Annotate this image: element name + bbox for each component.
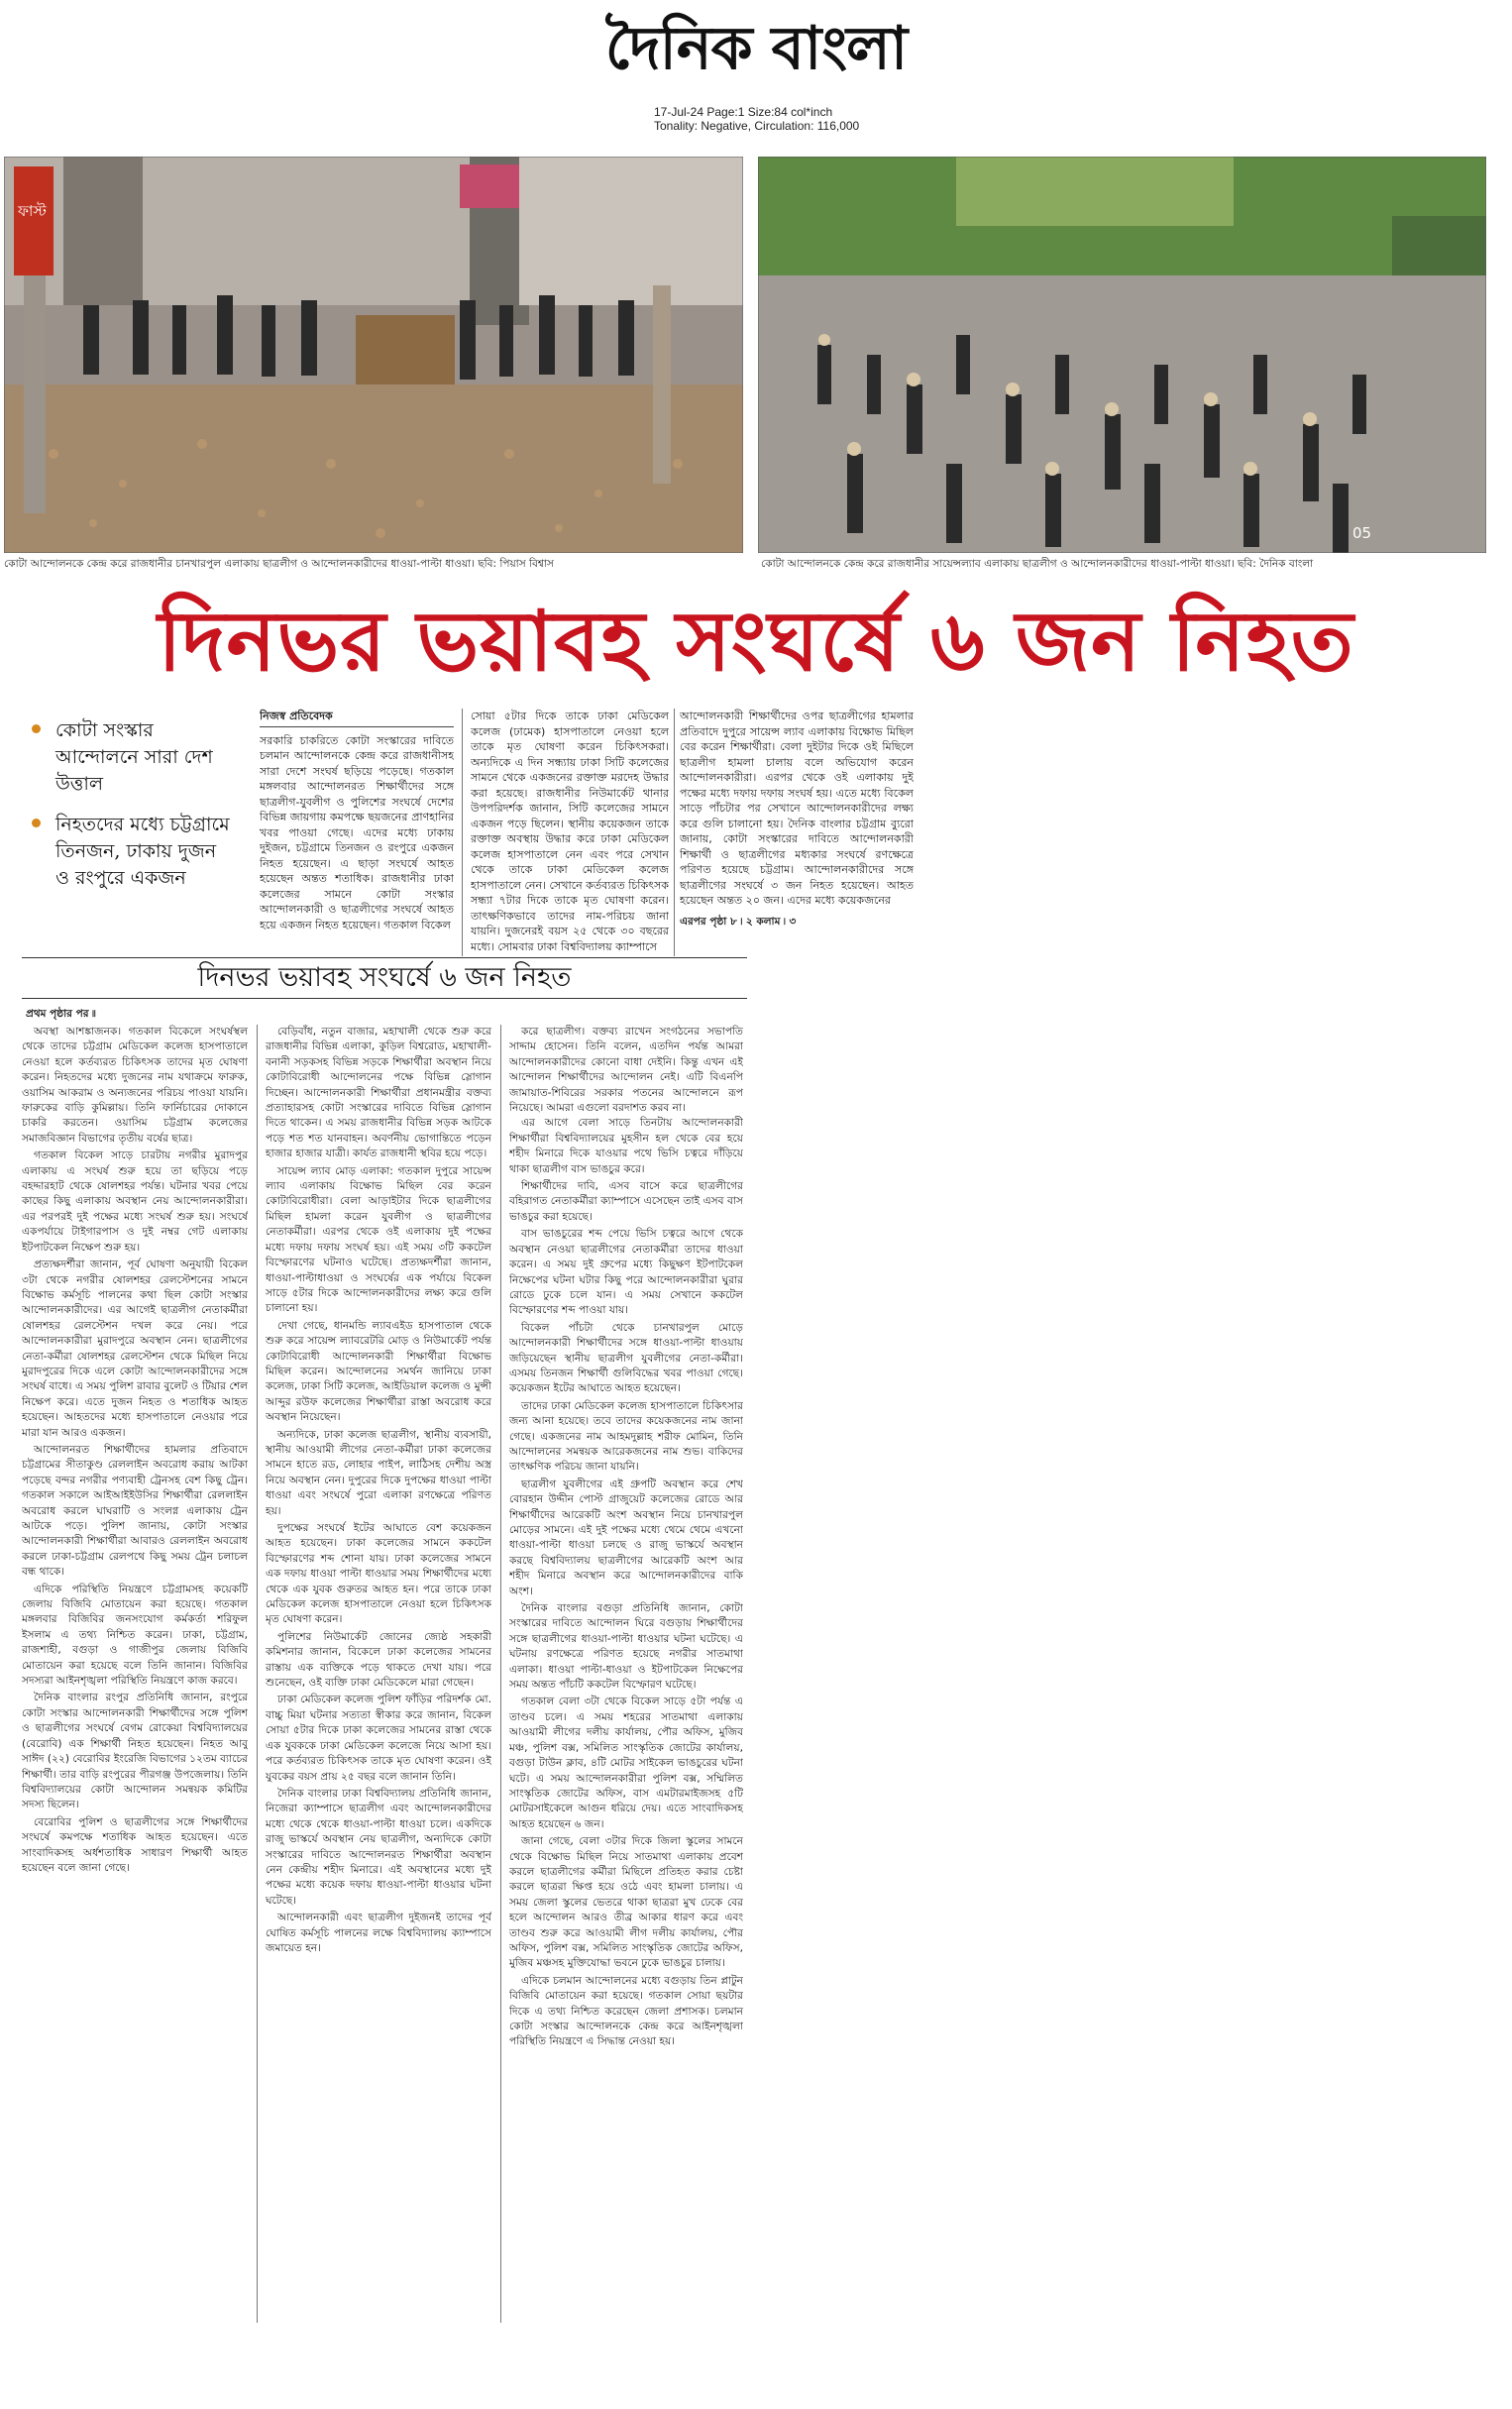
masthead (0, 14, 1512, 83)
bullet-item (30, 717, 233, 798)
paragraph: ঢাকা মেডিকেল কলেজ পুলিশ ফাঁড়ির পরিদর্শক মো. বাচ্চু মিয়া ঘটনার সত্যতা স্বীকার করে জানান, বিকেল সোয়া ৫টার দিকে ঢাকা কলেজের সামনের রাস্তা থেকে এক যুবককে ঢাকা মেডিকেল কলেজে নিয়ে আসা হয়। পরে কর্তব্যরত চিকিৎসক তাকে মৃত ঘোষণা করেন। ওই যুবকের বয়স প্রায় ২৫ বছর বলে জানান তিনি। (266, 1694, 491, 1783)
photo-left-sign-text: ফাস্ট (18, 202, 47, 220)
clipping-meta-line1: 17-Jul-24 Page:1 Size:84 col*inch (654, 105, 833, 119)
paragraph: দেখা গেছে, ধানমন্ডি ল্যাবএইড হাসপাতাল থেকে শুরু করে সায়েন্স ল্যাবরেটরি মোড় ও নিউমার্কেট পর্যন্ত কোটাবিরোধী আন্দোলনকারী শিক্ষার্থীরা বিক্ষোভ মিছিল করেন। আন্দোলনের সমর্থন জানিয়ে ঢাকা কলেজ, ঢাকা সিটি কলেজ, আইডিয়াল কলেজ ও মুন্সী আব্দুর রউফ কলেজের শিক্ষার্থীরা রাস্তা অবরোধ করে অবস্থান নিয়েছেন। (266, 1319, 491, 1424)
lead-column-3-text: আন্দোলনকারী শিক্ষার্থীদের ওপর ছাত্রলীগের হামলার প্রতিবাদে দুপুরে সায়েন্স ল্যাব এলাকায় বিক্ষোভ মিছিল বের করেন শিক্ষার্থীরা। বেলা দুইটার দিকে ওই মিছিলে ছাত্রলীগ হামলা চালায় বলে অভিযোগ করেন আন্দোলনকারীরা। এরপর থেকে ওই এলাকায় দুই পক্ষের মধ্যে দফায় দফায় সংঘর্ষ হয়। এতে মধ্যে বিকেল সাড়ে পাঁচটার পর সেখানে আন্দোলনকারীদের লক্ষ্য করে গুলি চালানো হয়। দৈনিক বাংলার চট্টগ্রাম ব্যুরো জানায়, কোটা সংস্কারের দাবিতে আন্দোলনকারী শিক্ষার্থী ও ছাত্রলীগের মধ্যকার সংঘর্ষে রণক্ষেত্রে পরিণত হয়েছে চট্টগ্রাম। আন্দোলনকারীদের সঙ্গে ছাত্রলীগের সংঘর্ষে ৩ জন নিহত হয়েছেন। আহত হয়েছেন অন্তত ২০ জন। এদের মধ্যে কয়েকজনের (680, 710, 914, 907)
paragraph: করে ছাত্রলীগ। বক্তব্য রাখেন সংগঠনের সভাপতি সাদ্দাম হোসেন। তিনি বলেন, এতদিন পর্যন্ত আমরা আন্দোলনকারীদের কোনো বাধা দেইনি। কিন্তু এখন এই আন্দোলন শিক্ষার্থীদের আন্দোলন নেই। এটি বিএনপি জামায়াত-শিবিরের সরকার পতনের আন্দোলনে রূপ নিয়েছে। আমরা এগুলো বরদাশত করব না। (509, 1026, 743, 1115)
lead-column-2-text: সোয়া ৫টার দিকে তাকে ঢাকা মেডিকেল কলেজ (ঢামেক) হাসপাতালে নেওয়া হলে তাকে মৃত ঘোষণা করেন চিকিৎসকরা। অন্যদিকে এ দিন সন্ধ্যায় ঢাকা সিটি কলেজের সামনে থেকে একজনের রক্তাক্ত মরদেহ উদ্ধার করা হয়েছে। রাজধানীর নিউমার্কেট থানার উপপরিদর্শক জানান, সিটি কলেজের সামনে একজন পড়ে ছিলেন। স্থানীয় কয়েকজন তাকে রক্তাক্ত অবস্থায় উদ্ধার করে ঢাকা মেডিকেল কলেজ হাসপাতালে নেন এবং পরে সেখান থেকে তাকে ঢাকা মেডিকেল কলেজ হাসপাতালে নেন। সেখানে কর্তব্যরত চিকিৎসক সন্ধ্যা ৭টার দিকে তাকে মৃত ঘোষণা করেন। তাৎক্ষণিকভাবে তাদের নাম-পরিচয় জানা যায়নি। দুজনেরই বয়স ২৫ থেকে ৩০ বছরের মধ্যে। সোমবার ঢাকা বিশ্ববিদ্যালয় ক্যাম্পাসে (471, 710, 669, 953)
continuation-column-1 (22, 1025, 248, 2323)
photo-left (4, 157, 743, 553)
paragraph: অবস্থা আশঙ্কাজনক। গতকাল বিকেলে সংঘর্ষস্থল থেকে তাদের চট্টগ্রাম মেডিকেল কলেজ হাসপাতালে নেওয়া হলে কর্তব্যরত চিকিৎসক তাদের মৃত ঘোষণা করেন। নিহতদের মধ্যে দুজনের নাম যথাক্রমে ফারুক, ওয়াসিম আকরাম ও অন্যজনের পরিচয় পাওয়া যায়নি। ফারুকের বাড়ি কুমিল্লায়। তিনি ফার্নিচারের দোকানে চাকরি করতেন। ওয়াসিম চট্টগ্রাম কলেজের সমাজবিজ্ঞান বিভাগের তৃতীয় বর্ষের ছাত্র। (22, 1026, 248, 1145)
bullet-text: কোটা সংস্কার আন্দোলনে সারা দেশ উত্তাল (55, 719, 213, 795)
paragraph: গতকাল বিকেল সাড়ে চারটায় নগরীর মুরাদপুর এলাকায় এ সংঘর্ষ শুরু হয়ে তা ছড়িয়ে পড়ে বহদ্দারহাট থেকে ষোলশহর পর্যন্ত। ঘটনার খবর পেয়ে কাছের কিছু এলাকায় অবস্থান নেয় আন্দোলনকারীরা। এর পরপরই দুই পক্ষের মধ্যে সংঘর্ষ শুরু হয়। সংঘর্ষে একপর্যায়ে টাইগারপাস ও দুই নম্বর গেট এলাকায় ইটপাটকেল নিক্ষেপ শুরু হয়। (22, 1150, 248, 1254)
paragraph: দৈনিক বাংলার রংপুর প্রতিনিধি জানান, রংপুরে কোটা সংস্কার আন্দোলনকারী শিক্ষার্থীদের সঙ্গে পুলিশ ও ছাত্রলীগের সংঘর্ষে বেগম রোকেয়া বিশ্ববিদ্যালয়ের (বেরোবি) এক শিক্ষার্থী নিহত হয়েছেন। নিহত আবু সাঈদ (২২) বেরোবির ইংরেজি বিভাগের ১২তম ব্যাচের শিক্ষার্থী। তার বাড়ি রংপুরের পীরগঞ্জ উপজেলায়। তিনি বিশ্ববিদ্যালয়ের কোটা আন্দোলন সমন্বয়ক কমিটির সদস্য ছিলেন। (22, 1692, 248, 1811)
lead-column-1 (260, 709, 454, 956)
bullet-dot-icon (32, 819, 41, 827)
lead-column-3 (680, 709, 914, 956)
column-rule (462, 709, 463, 956)
photo-right-caption: কোটা আন্দোলনকে কেন্দ্র করে রাজধানীর সায়েন্সল্যাব এলাকায় ছাত্রলীগ ও আন্দোলনকারীদের ধাওয়া-পাল্টা ধাওয়া। ছবি: দৈনিক বাংলা (761, 558, 1314, 570)
paragraph: তাদের ঢাকা মেডিকেল কলেজ হাসপাতালে চিকিৎসার জন্য আনা হয়েছে। তবে তাদের কয়েকজনের নাম জানা গেছে। একজনের নাম আহমদুল্লাহ শরীফ মোমিন, তিনি আন্দোলনের সমন্বয়ক আরেকজনের নাম শুভ। বাকিদের তাৎক্ষণিক পরিচয় জানা যায়নি। (509, 1399, 743, 1474)
newspaper-logo: দৈনিক বাংলা (604, 14, 908, 83)
photo-right-jersey-text: 05 (1352, 524, 1372, 542)
paragraph: এদিকে চলমান আন্দোলনের মধ্যে বগুড়ায় তিন প্লাটুন বিজিবি মোতায়েন করা হয়েছে। গতকাল সোয়া ছয়টার দিকে এ তথ্য নিশ্চিত করেছেন জেলা প্রশাসক। চলমান কোটা সংস্কার আন্দোলনকে কেন্দ্র করে আইনশৃঙ্খলা পরিস্থিতি নিয়ন্ত্রণে এ সিদ্ধান্ত নেওয়া হয়। (509, 1974, 743, 2048)
photo-right (758, 157, 1486, 553)
paragraph: প্রত্যক্ষদর্শীরা জানান, পূর্ব ঘোষণা অনুযায়ী বিকেল ৩টা থেকে নগরীর ষোলশহর রেলস্টেশনের সামনে বিক্ষোভ কর্মসূচি পালনের কথা ছিল কোটা সংস্কার আন্দোলনকারীদের। এর আগেই ছাত্রলীগ নেতাকর্মীরা ষোলশহর রেলস্টেশন দখল করে নেয়। পরে আন্দোলনকারীরা মুরাদপুরে অবস্থান নেন। ছাত্রলীগের নেতা-কর্মীরা ষোলশহর রেলস্টেশন থেকে মিছিল নিয়ে মুরাদপুরের দিকে এলে কোটা আন্দোলনকারীদের সঙ্গে সংঘর্ষ বাধে। এ সময় পুলিশ রাবার বুলেট ও টিয়ার শেল নিক্ষেপ করে। এতে দুজন নিহত ও শতাধিক আহত হয়েছেন। আহতদের মধ্যে হাসপাতালে নেওয়ার পরে মারা যান আরও একজন। (22, 1259, 248, 1439)
column-rule (257, 1025, 258, 2323)
continuation-section (22, 957, 747, 2333)
main-headline: দিনভর ভয়াবহ সংঘর্ষে ৬ জন নিহত (158, 592, 1354, 690)
clipping-meta-line2: Tonality: Negative, Circulation: 116,000 (654, 119, 860, 133)
paragraph: বেড়িবাঁধ, নতুন বাজার, মহাখালী থেকে শুরু করে রাজধানীর বিভিন্ন এলাকা, কুড়িল বিশ্বরোড, মহাখালী-বনানী সড়কসহ বিভিন্ন সড়কে শিক্ষার্থীরা অবস্থান নিয়ে কোটাবিরোধী আন্দোলনের পক্ষে বিভিন্ন স্লোগান দিচ্ছেন। আন্দোলনকারী শিক্ষার্থীরা প্রধানমন্ত্রীর বক্তব্য প্রত্যাহারসহ কোটা সংস্কারের দাবিতে বিভিন্ন স্লোগান দিতে থাকেন। এ সময় রাজধানীর বিভিন্ন সড়ক আটকে পড়ে শত শত যানবাহন। অবর্ণনীয় ভোগান্তিতে পড়েন হাজার হাজার যাত্রী। কার্যত রাজধানী স্থবির হয়ে পড়ে। (266, 1026, 491, 1160)
continued-from-label: প্রথম পৃষ্ঠার পর ৷৷ (26, 1008, 96, 1020)
paragraph: সায়েন্স ল্যাব মোড় এলাকা: গতকাল দুপুরে সায়েন্স ল্যাব এলাকায় বিক্ষোভ মিছিল বের করেন কোটাবিরোধীরা। বেলা আড়াইটার দিকে ছাত্রলীগের মিছিল হামলা করেন যুবলীগ ও ছাত্রলীগের নেতাকর্মীরা। এরপর থেকে ওই এলাকায় দুই পক্ষের মধ্যে দফায় দফায় সংঘর্ষ হয়। এই সময় ৩টি ককটেল বিস্ফোরণের ঘটনাও ঘটেছে। প্রত্যক্ষদর্শীরা জানান, ধাওয়া-পাল্টাধাওয়া ও সংঘর্ষের এক পর্যায়ে বিকেল সাড়ে ৫টার দিকে আন্দোলনকারীদের লক্ষ্য করে গুলি চালানো হয়। (266, 1164, 491, 1315)
jump-line: এরপর পৃষ্ঠা ৮ ৷ ২ কলাম ৷ ৩ (680, 915, 797, 928)
continuation-column-3 (509, 1025, 743, 2323)
paragraph: শিক্ষার্থীদের দাবি, এসব বাসে করে ছাত্রলীগের বহিরাগত নেতাকর্মীরা ক্যাম্পাসে এসেছেন তাই এসব বাস ভাঙচুর করা হয়েছে। (509, 1180, 743, 1223)
lead-column-1-text: সরকারি চাকরিতে কোটা সংস্কারের দাবিতে চলমান আন্দোলনকে কেন্দ্র করে রাজধানীসহ সারা দেশে সংঘর্ষ ছড়িয়ে পড়েছে। গতকাল মঙ্গলবার আন্দোলনরত শিক্ষার্থীদের সঙ্গে ছাত্রলীগ-যুবলীগ ও পুলিশের সংঘর্ষে দেশের বিভিন্ন জায়গায় কমপক্ষে ছয়জনের প্রাণহানির খবর পাওয়া গেছে। এদের মধ্যে ঢাকায় দুইজন, চট্টগ্রামে তিনজন ও রংপুরে একজন নিহত হয়েছেন। এ ছাড়া সংঘর্ষে আহত হয়েছেন অন্তত শতাধিক। রাজধানীর ঢাকা কলেজের সামনে কোটা সংস্কার আন্দোলনকারী ও ছাত্রলীগের সংঘর্ষে আহত হয়ে একজন নিহত হয়েছেন। গতকাল বিকেল (260, 733, 454, 931)
photo-left-caption: কোটা আন্দোলনকে কেন্দ্র করে রাজধানীর চানখারপুল এলাকায় ছাত্রলীগ ও আন্দোলনকারীদের ধাওয়া-পাল্টা ধাওয়া। ছবি: পিয়াস বিশ্বাস (4, 558, 554, 570)
column-rule (674, 709, 675, 956)
paragraph: পুলিশের নিউমার্কেট জোনের জ্যেষ্ঠ সহকারী কমিশনার জানান, বিকেলে ঢাকা কলেজের সামনের রাস্তায় এক ব্যক্তিকে পড়ে থাকতে দেখা যায়। পরে শুনেছেন, ওই ব্যক্তি ঢাকা মেডিকেলে মারা গেছেন। (266, 1630, 491, 1690)
paragraph: এদিকে পরিস্থিতি নিয়ন্ত্রণে চট্টগ্রামসহ কয়েকটি জেলায় বিজিবি মোতায়েন করা হয়েছে। গতকাল মঙ্গলবার বিজিবির জনসংযোগ কর্মকর্তা শরিফুল ইসলাম এ তথ্য নিশ্চিত করেন। ঢাকা, চট্টগ্রাম, রাজশাহী, বগুড়া ও গাজীপুর জেলায় বিজিবি মোতায়েন করা হয়েছে বলে তিনি জানান। বিজিবির সদস্যরা আইনশৃঙ্খলা পরিস্থিতি নিয়ন্ত্রণে কাজ করবে। (22, 1583, 248, 1688)
paragraph: দৈনিক বাংলার ঢাকা বিশ্ববিদ্যালয় প্রতিনিধি জানান, নিজেরা ক্যাম্পাসে ছাত্রলীগ এবং আন্দোলনকারীদের মধ্যে থেকে থেকে ধাওয়া-পাল্টা ধাওয়া চলে। একদিকে রাজু ভাস্কর্যে অবস্থান নেয় ছাত্রলীগ, অন্যদিকে কোটা সংস্কারের দাবিতে আন্দোলনরত শিক্ষার্থীরা অবস্থান নেন কেন্দ্রীয় শহীদ মিনারে। এই অবস্থানের মধ্যে দুই পক্ষের মধ্যে কয়েক দফায় ধাওয়া-পাল্টা ধাওয়ার ঘটনা ঘটেছে। (266, 1787, 491, 1907)
continuation-heading: দিনভর ভয়াবহ সংঘর্ষে ৬ জন নিহত (22, 957, 747, 999)
paragraph: অন্যদিকে, ঢাকা কলেজ ছাত্রলীগ, স্থানীয় ব্যবসায়ী, স্থানীয় আওয়ামী লীগের নেতা-কর্মীরা ঢাকা কলেজের সামনে হাতে রড, লোহার পাইপ, লাঠিসহ দেশীয় অস্ত্র নিয়ে অবস্থান নেন। দুপুরের দিকে দুপক্ষের ধাওয়া পাল্টা ধাওয়া এবং সংঘর্ষে পুরো এলাকা রণক্ষেত্রে পরিণত হয়। (266, 1428, 491, 1517)
paragraph: আন্দোলনকারী এবং ছাত্রলীগ দুইজনই তাদের পূর্ব ঘোষিত কর্মসূচি পালনের লক্ষে বিশ্ববিদ্যালয় ক্যাম্পাসে জমায়েত হন। (266, 1912, 491, 1954)
paragraph: গতকাল বেলা ৩টা থেকে বিকেল সাড়ে ৫টা পর্যন্ত এ তাণ্ডব চলে। এ সময় শহরের সাতমাথা এলাকায় আওয়ামী লীগের দলীয় কার্যালয়, পৌর অফিস, মুজিব মঞ্চ, পুলিশ বক্স, সমিলিত সাংস্কৃতিক জোটের কার্যালয়, বগুড়া টাউন ক্লাব, ৪টি মোটর সাইকেল ভাঙচুরের ঘটনা ঘটে। এ সময় আন্দোলনকারীরা পুলিশ বক্স, সম্মিলিত সাংস্কৃতিক জোটের অফিস, বাস এমটারমাইজসহ ৫টি মোটরসাইকেলে আগুন ধরিয়ে দেয়। এতে সাংবাদিকসহ আহত হয়েছেন ৬ জন। (509, 1696, 743, 1830)
paragraph: আন্দোলনরত শিক্ষার্থীদের হামলার প্রতিবাদে চট্টগ্রামের সীতাকুণ্ড রেললাইন অবরোধ করায় আটকা পড়েছে বন্দর নগরীর পণ্যবাহী ট্রেনসহ বেশ কিছু ট্রেন। গতকাল সকালে আইআইইউসির শিক্ষার্থীরা রেললাইন অবরোধ করলে ঘাঘরাটি ও সংলগ্ন এলাকায় ট্রেন আটকে পড়ে। পুলিশ জানায়, কোটা সংস্কার আন্দোলনকারী শিক্ষার্থীরা আবারও রেললাইন অবরোধ করলে ঢাকা-চট্টগ্রাম রেলপথে কিছু সময় ট্রেন চলাচল বন্ধ থাকে। (22, 1443, 248, 1579)
bullet-text: নিহতদের মধ্যে চট্টগ্রামে তিনজন, ঢাকায় দুজন ও রংপুরে একজন (55, 814, 230, 889)
clipping-meta (654, 105, 859, 133)
bullet-item (30, 812, 233, 892)
highlight-bullets (30, 717, 233, 906)
paragraph: দৈনিক বাংলার বগুড়া প্রতিনিধি জানান, কোটা সংস্কারের দাবিতে আন্দোলন ঘিরে বগুড়ায় শিক্ষার্থীদের সঙ্গে ছাত্রলীগের ধাওয়া-পাল্টা ধাওয়ার ঘটনা ঘটেছে। এ ঘটনায় রণক্ষেত্রে পরিণত হয়েছে নগরীর সাতমাথা এলাকা। ধাওয়া পাল্টা-ধাওয়া ও ইটপাটকেল নিক্ষেপের সময় অন্তত পাঁচটি ককটেল বিস্ফোরণ ঘটেছে। (509, 1602, 743, 1692)
byline: নিজস্ব প্রতিবেদক (260, 709, 454, 727)
bullet-dot-icon (32, 724, 41, 733)
paragraph: ছাত্রলীগ যুবলীগের এই গ্রুপটি অবস্থান করে শেখ বোরহান উদ্দীন পোস্ট গ্রাজুয়েট কলেজের রোডে আর শিক্ষার্থীদের আরেকটি অংশ অবস্থান নিয়ে চানখারপুল মোড়ের সামনে। এই দুই পক্ষের মধ্যে থেমে থেমে এখনো ধাওয়া-পাল্টা ধাওয়া চলছে ও রাজু ভাস্কর্যে অবস্থান করছে বিশ্ববিদ্যালয় ছাত্রলীগের আরেকটি অংশ আর শহীদ মিনারে অবস্থান করে আন্দোলনকারীদের বাকি অংশ। (509, 1478, 743, 1597)
column-rule (500, 1025, 501, 2323)
lead-column-2 (471, 709, 669, 956)
paragraph: জানা গেছে, বেলা ৩টার দিকে জিলা স্কুলের সামনে থেকে বিক্ষোভ মিছিল নিয়ে সাতমাথা এলাকায় প্রবেশ করলে ছাত্রলীগের কর্মীরা মিছিলে প্রতিহত করার চেষ্টা করলে ছাত্ররা ক্ষিপ্ত হয়ে ওঠে এবং হামলা চালায়। এ সময় জেলা স্কুলের ভেতরে থাকা ছাত্ররা মুখ ঢেকে বের হলে আন্দোলন আরও তীব্র আকার ধারণ করে এবং তাণ্ডব শুরু করে আওয়ামী লীগ দলীয় কার্যালয়, পৌর অফিস, পুলিশ বক্স, সমিলিত সাংস্কৃতিক জোটের অফিস, মুজিব মঞ্চসহ মুক্তিযোদ্ধা ভবনে ঢুকে ভাঙচুর চালায়। (509, 1835, 743, 1970)
paragraph: বিকেল পাঁচটা থেকে চানখারপুল মোড়ে আন্দোলনকারী শিক্ষার্থীদের সঙ্গে ধাওয়া-পাল্টা ধাওয়ায় জড়িয়েছেন স্থানীয় ছাত্রলীগ যুবলীগের নেতা-কর্মীরা। এসময় তিনজন শিক্ষার্থী গুলিবিদ্ধের খবর পাওয়া গেছে। কয়েকজন ইটের আঘাতে আহত হয়েছেন। (509, 1321, 743, 1395)
paragraph: দুপক্ষের সংঘর্ষে ইটের আঘাতে বেশ কয়েকজন আহত হয়েছেন। ঢাকা কলেজের সামনে ককটেল বিস্ফোরণের শব্দ শোনা যায়। ঢাকা কলেজের সামনে এক দফায় ধাওয়া পাল্টা ধাওয়ার সময় শিক্ষার্থীদের মধ্যে থেকে এক যুবক গুরুতর আহত হন। পরে তাকে ঢাকা মেডিকেল কলেজ হাসপাতালে নেওয়া হলে চিকিৎসক মৃত ঘোষণা করেন। (266, 1522, 491, 1626)
paragraph: বেরোবির পুলিশ ও ছাত্রলীগের সঙ্গে শিক্ষার্থীদের সংঘর্ষে কমপক্ষে শতাধিক আহত হয়েছেন। এতে সাংবাদিকসহ অর্ধশতাধিক সাধারণ শিক্ষার্থী আহত হয়েছেন বলে জানা গেছে। (22, 1815, 248, 1874)
paragraph: বাস ভাঙচুরের শব্দ পেয়ে ভিসি চত্বরে আগে থেকে অবস্থান নেওয়া ছাত্রলীগের নেতাকর্মীরা তাদের ধাওয়া করেন। এ সময় দুই গ্রুপের মধ্যে কিছুক্ষণ ইটপাটকেল নিক্ষেপের ঘটনা ঘটার কিছু পরে আন্দোলনকারীরা ঘুরার রোডে ঢুকে চলে যান। এ সময় সেখানে ককটেল বিস্ফোরণের শব্দ পাওয়া যায়। (509, 1228, 743, 1317)
continuation-column-2 (266, 1025, 491, 2323)
paragraph: এর আগে বেলা সাড়ে তিনটায় আন্দোলনকারী শিক্ষার্থীরা বিশ্ববিদ্যালয়ের মুহসীন হল থেকে বের হয়ে শহীদ মিনারে দিকে যাওয়ার পথে ভিসি চত্বরে দাঁড়িয়ে থাকা ছাত্রলীগ বাস ভাঙচুর করে। (509, 1117, 743, 1175)
